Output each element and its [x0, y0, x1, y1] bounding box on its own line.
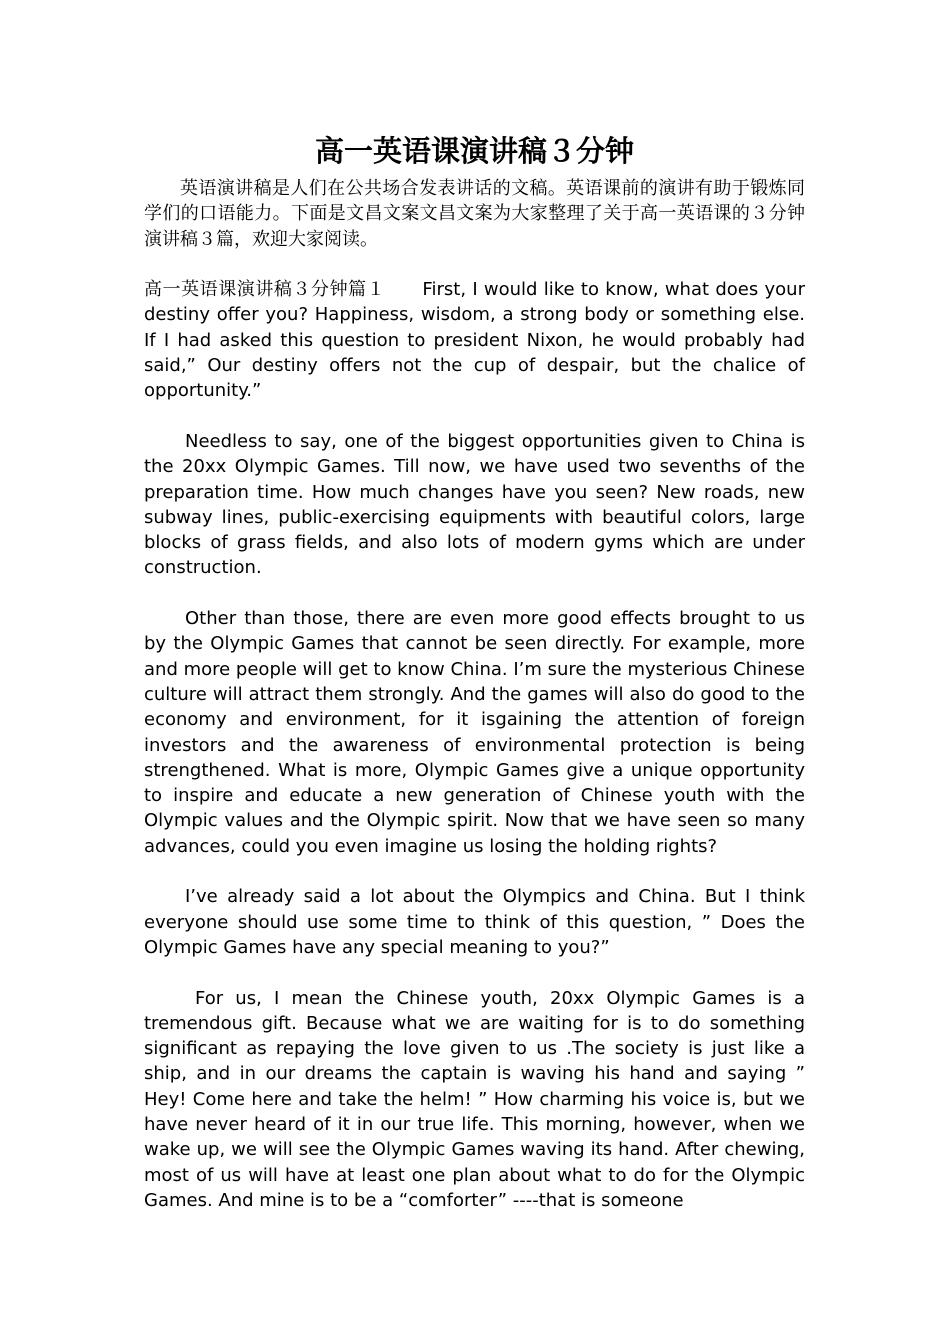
document-body	[144, 126, 805, 1213]
paragraph-1: 高一英语课演讲稿３分钟篇１ First, I would like to know, what does your destiny offer you? Happiness, wisdom, a strong body or something else. If I had asked this question to president Nixon, he would probably had said,” Our destiny offers not the cup of despair, but the chalice of opportunity.”	[144, 279, 805, 402]
paragraph-gap	[144, 960, 805, 985]
paragraph-gap	[144, 252, 805, 277]
paragraph-5: For us, I mean the Chinese youth, 20xx Olympic Games is a tremendous gift. Because what we are waiting for is to do something significant as repaying the love given to us .The society is just like a ship, and in our dreams the captain is waving his hand and saying ” Hey! Come here and take the helm! ” How charming his voice is, but we have never heard of it in our true life. This morning, however, when we wake up, we will see the Olympic Games waving its hand. After chewing, most of us will have at least one plan about what to do for the Olympic Games. And mine is to be a “comforter” ----that is someone	[144, 987, 805, 1211]
paragraph-gap	[144, 404, 805, 429]
paragraph-4: I’ve already said a lot about the Olympics and China. But I think everyone should use some time to think of this question, ” Does the Olympic Games have any special meaning to you?”	[144, 886, 805, 958]
paragraph-gap	[144, 859, 805, 884]
document-title: 高一英语课演讲稿３分钟	[314, 134, 634, 168]
paragraph-2: Needless to say, one of the biggest opportunities given to China is the 20xx Olympic Games. Till now, we have used two sevenths of the preparation time. How much changes have you seen? New roads, new subway lines, public-exercising equipments with beautiful colors, large blocks of grass fields, and also lots of modern gyms which are under construction.	[144, 430, 805, 579]
intro-paragraph: 英语演讲稿是人们在公共场合发表讲话的文稿。英语课前的演讲有助于锻炼同学们的口语能力。下面是文昌文案文昌文案为大家整理了关于高一英语课的３分钟演讲稿３篇，欢迎大家阅读。	[144, 178, 805, 250]
paragraph-gap	[144, 581, 805, 606]
paragraph-3: Other than those, there are even more good effects brought to us by the Olympic Games that cannot be seen directly. For example, more and more people will get to know China. I’m sure the mysterious Chinese culture will attract them strongly. And the games will also do good to the economy and environment, for it isgaining the attention of foreign investors and the awareness of environmental protection is being strengthened. What is more, Olympic Games give a unique opportunity to inspire and educate a new generation of Chinese youth with the Olympic values and the Olympic spirit. Now that we have seen so many advances, could you even imagine us losing the holding rights?	[144, 608, 805, 857]
